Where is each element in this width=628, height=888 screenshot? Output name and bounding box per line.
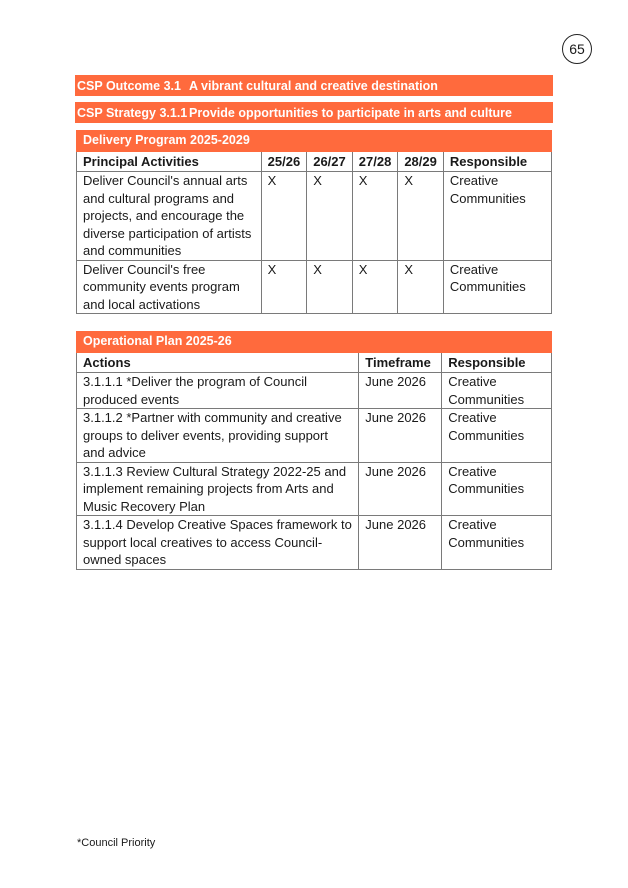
year-mark: X — [352, 260, 398, 314]
timeframe-cell: June 2026 — [359, 373, 442, 409]
csp-strategy-text: Provide opportunities to participate in arts and culture — [189, 105, 512, 120]
responsible-cell: Creative Communities — [443, 260, 551, 314]
action-cell: 3.1.1.1 *Deliver the program of Council produced events — [77, 373, 359, 409]
timeframe-cell: June 2026 — [359, 516, 442, 570]
delivery-program-title: Delivery Program 2025-2029 — [77, 131, 552, 152]
year-mark: X — [398, 260, 444, 314]
table-row — [77, 373, 552, 409]
action-cell: 3.1.1.3 Review Cultural Strategy 2022-25 and implement remaining projects from Arts and Music Recovery Plan — [77, 462, 359, 516]
year-mark: X — [307, 172, 353, 261]
csp-outcome-text: A vibrant cultural and creative destination — [189, 78, 438, 93]
header-year-25-26: 25/26 — [261, 151, 307, 172]
year-mark: X — [261, 260, 307, 314]
delivery-program-header-row — [77, 151, 552, 172]
timeframe-cell: June 2026 — [359, 462, 442, 516]
responsible-cell: Creative Communities — [442, 373, 552, 409]
responsible-cell: Creative Communities — [442, 462, 552, 516]
page-number: 65 — [562, 34, 592, 64]
operational-plan-header-row — [77, 352, 552, 373]
header-principal-activities: Principal Activities — [77, 151, 262, 172]
csp-strategy-band — [75, 102, 553, 123]
delivery-program-table — [76, 130, 552, 314]
operational-plan-title: Operational Plan 2025-26 — [77, 332, 552, 353]
table-row — [77, 409, 552, 463]
header-responsible: Responsible — [442, 352, 552, 373]
csp-strategy-code: CSP Strategy 3.1.1 — [77, 105, 188, 120]
responsible-cell: Creative Communities — [442, 409, 552, 463]
header-year-27-28: 27/28 — [352, 151, 398, 172]
operational-plan-title-row — [77, 332, 552, 353]
activity-cell: Deliver Council's free community events program and local activations — [77, 260, 262, 314]
header-timeframe: Timeframe — [359, 352, 442, 373]
table-row — [77, 260, 552, 314]
csp-outcome-code: CSP Outcome 3.1 — [77, 78, 181, 93]
operational-plan-table — [76, 331, 552, 570]
delivery-program-title-row — [77, 131, 552, 152]
table-row — [77, 462, 552, 516]
table-row — [77, 172, 552, 261]
timeframe-cell: June 2026 — [359, 409, 442, 463]
year-mark: X — [352, 172, 398, 261]
csp-outcome-band — [75, 75, 553, 96]
header-responsible: Responsible — [443, 151, 551, 172]
year-mark: X — [307, 260, 353, 314]
header-year-28-29: 28/29 — [398, 151, 444, 172]
header-actions: Actions — [77, 352, 359, 373]
responsible-cell: Creative Communities — [442, 516, 552, 570]
action-cell: 3.1.1.4 Develop Creative Spaces framework to support local creatives to access Council-owned spaces — [77, 516, 359, 570]
table-row — [77, 516, 552, 570]
year-mark: X — [398, 172, 444, 261]
header-year-26-27: 26/27 — [307, 151, 353, 172]
year-mark: X — [261, 172, 307, 261]
responsible-cell: Creative Communities — [443, 172, 551, 261]
action-cell: 3.1.1.2 *Partner with community and creative groups to deliver events, providing support and advice — [77, 409, 359, 463]
activity-cell: Deliver Council's annual arts and cultural programs and projects, and encourage the diverse participation of artists and communities — [77, 172, 262, 261]
footnote: *Council Priority — [77, 837, 156, 849]
